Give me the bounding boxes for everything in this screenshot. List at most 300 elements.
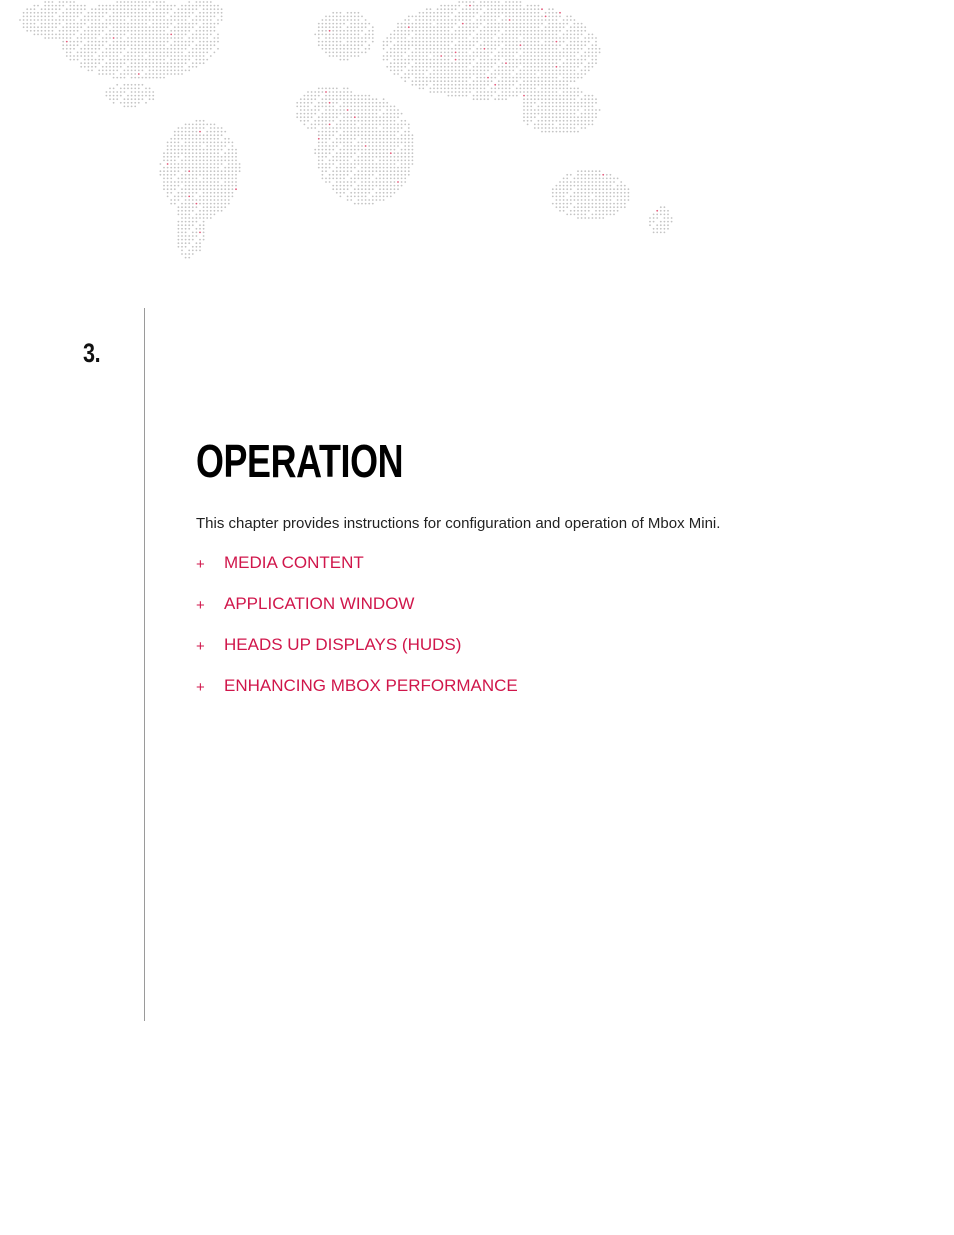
map-dot (203, 192, 205, 194)
map-dot (379, 124, 381, 126)
map-dot (379, 142, 381, 144)
map-dot (527, 124, 529, 126)
map-dot (487, 70, 489, 72)
map-dot (433, 44, 435, 46)
map-dot (386, 41, 388, 43)
map-dot (541, 127, 543, 129)
map-dot (408, 23, 410, 25)
map-dot (516, 16, 518, 18)
map-dot (368, 106, 370, 108)
map-dot (174, 152, 176, 154)
map-dot (527, 48, 529, 50)
map-dot (131, 91, 133, 93)
map-dot (588, 95, 590, 97)
map-dot (210, 170, 212, 172)
map-dot (127, 5, 129, 7)
map-dot (181, 206, 183, 208)
map-dot (138, 26, 140, 28)
map-dot (167, 152, 169, 154)
map-dot (527, 59, 529, 61)
map-dot (199, 48, 201, 50)
map-dot (170, 178, 172, 180)
map-dot (210, 34, 212, 36)
map-dot (52, 30, 54, 32)
map-dot (534, 80, 536, 82)
map-dot (559, 196, 561, 198)
map-dot (163, 59, 165, 61)
map-dot (541, 88, 543, 90)
map-dot (170, 181, 172, 183)
map-dot (412, 145, 414, 147)
map-dot (559, 16, 561, 18)
map-dot (354, 145, 356, 147)
map-dot (196, 127, 198, 129)
map-dot (588, 185, 590, 187)
map-dot (174, 167, 176, 169)
map-dot (595, 203, 597, 205)
map-dot (210, 196, 212, 198)
map-dot (325, 138, 327, 140)
map-dot (397, 145, 399, 147)
map-dot (174, 66, 176, 68)
map-dot (192, 152, 194, 154)
map-dot (401, 66, 403, 68)
map-dot (80, 34, 82, 36)
map-dot (534, 62, 536, 64)
map-dot (656, 224, 658, 226)
map-dot (221, 163, 223, 165)
map-dot (318, 88, 320, 90)
map-dot (214, 134, 216, 136)
map-dot (181, 5, 183, 7)
map-dot (509, 8, 511, 10)
map-dot (347, 113, 349, 115)
map-dot (138, 52, 140, 54)
map-dot (552, 66, 554, 68)
map-dot (98, 26, 100, 28)
map-dot (473, 44, 475, 46)
map-dot (466, 55, 468, 57)
map-dot (379, 145, 381, 147)
map-dot (570, 16, 572, 18)
map-dot (156, 23, 158, 25)
map-dot (610, 185, 612, 187)
map-dot (397, 44, 399, 46)
map-dot (192, 203, 194, 205)
map-dot (206, 199, 208, 201)
map-dot (181, 239, 183, 241)
map-dot (520, 84, 522, 86)
map-dot (224, 138, 226, 140)
map-dot (394, 145, 396, 147)
map-dot (538, 34, 540, 36)
map-dot (509, 1, 511, 3)
map-dot (476, 12, 478, 14)
map-dot (350, 192, 352, 194)
map-dot (566, 70, 568, 72)
map-dot (109, 66, 111, 68)
map-dot (476, 19, 478, 21)
map-dot (368, 160, 370, 162)
map-dot (336, 116, 338, 118)
toc-link-application-window[interactable]: APPLICATION WINDOW (224, 594, 415, 613)
map-dot (534, 26, 536, 28)
map-dot (566, 44, 568, 46)
map-dot (606, 210, 608, 212)
map-dot (570, 91, 572, 93)
map-dot (462, 62, 464, 64)
map-dot (347, 98, 349, 100)
map-dot (361, 160, 363, 162)
map-dot (419, 12, 421, 14)
map-dot (196, 124, 198, 126)
map-dot (210, 19, 212, 21)
map-dot (116, 41, 118, 43)
map-dot (523, 98, 525, 100)
map-dot (419, 80, 421, 82)
map-dot (188, 30, 190, 32)
map-dot (163, 12, 165, 14)
map-dot (127, 30, 129, 32)
map-dot (113, 19, 115, 21)
map-dot (512, 48, 514, 50)
map-dot (365, 124, 367, 126)
map-dot (217, 19, 219, 21)
map-dot (455, 80, 457, 82)
map-dot (120, 34, 122, 36)
map-dot (563, 80, 565, 82)
map-dot (581, 106, 583, 108)
map-dot (649, 224, 651, 226)
map-dot (440, 5, 442, 7)
map-dot (203, 26, 205, 28)
map-dot (322, 44, 324, 46)
map-dot (394, 167, 396, 169)
map-dot (62, 30, 64, 32)
map-dot (347, 131, 349, 133)
map-dot (116, 91, 118, 93)
map-dot (178, 145, 180, 147)
map-dot (358, 170, 360, 172)
map-dot (430, 44, 432, 46)
map-dot (199, 149, 201, 151)
map-dot (548, 88, 550, 90)
map-dot (394, 120, 396, 122)
map-dot (480, 52, 482, 54)
map-dot (505, 77, 507, 79)
map-dot (178, 199, 180, 201)
map-dot (196, 44, 198, 46)
map-dot (203, 178, 205, 180)
map-dot (322, 26, 324, 28)
map-dot (138, 1, 140, 3)
map-dot (178, 167, 180, 169)
map-dot (548, 52, 550, 54)
map-dot (332, 48, 334, 50)
toc-link-enhancing-performance[interactable]: ENHANCING MBOX PERFORMANCE (224, 676, 518, 695)
map-dot (520, 77, 522, 79)
map-dot (228, 163, 230, 165)
map-dot (566, 16, 568, 18)
map-dot (412, 80, 414, 82)
map-dot (487, 30, 489, 32)
map-dot (206, 152, 208, 154)
map-dot (480, 1, 482, 3)
map-dot (70, 52, 72, 54)
map-dot (113, 30, 115, 32)
map-dot (491, 44, 493, 46)
map-dot (170, 8, 172, 10)
map-dot (102, 55, 104, 57)
map-dot (361, 152, 363, 154)
map-dot (394, 113, 396, 115)
map-dot (448, 59, 450, 61)
map-dot (120, 102, 122, 104)
map-dot (516, 77, 518, 79)
map-dot (502, 66, 504, 68)
map-dot (563, 62, 565, 64)
map-dot (534, 34, 536, 36)
map-dot (113, 16, 115, 18)
map-dot (476, 8, 478, 10)
map-dot (390, 55, 392, 57)
map-dot (390, 170, 392, 172)
map-dot (487, 1, 489, 3)
map-dot (368, 113, 370, 115)
map-dot (88, 37, 90, 39)
map-dot (221, 206, 223, 208)
map-dot (314, 34, 316, 36)
map-dot (178, 48, 180, 50)
map-dot (484, 84, 486, 86)
map-dot (473, 95, 475, 97)
map-dot (408, 152, 410, 154)
map-dot (206, 34, 208, 36)
map-dot (498, 5, 500, 7)
map-dot (214, 127, 216, 129)
map-dot (224, 160, 226, 162)
map-dot (595, 102, 597, 104)
map-dot (404, 178, 406, 180)
map-dot (221, 131, 223, 133)
map-dot (563, 84, 565, 86)
map-dot (509, 80, 511, 82)
map-dot (325, 106, 327, 108)
map-dot (304, 116, 306, 118)
map-dot (386, 109, 388, 111)
map-dot (170, 170, 172, 172)
map-dot (336, 113, 338, 115)
map-dot (214, 167, 216, 169)
map-dot (379, 116, 381, 118)
map-dot (566, 48, 568, 50)
map-dot (145, 30, 147, 32)
map-dot (350, 163, 352, 165)
map-dot (509, 41, 511, 43)
map-dot (386, 192, 388, 194)
map-dot (552, 127, 554, 129)
map-dot (124, 70, 126, 72)
map-dot (181, 152, 183, 154)
map-dot (613, 192, 615, 194)
map-dot (566, 30, 568, 32)
map-dot (548, 84, 550, 86)
map-dot (566, 52, 568, 54)
map-dot (192, 138, 194, 140)
map-dot (361, 106, 363, 108)
map-dot (170, 160, 172, 162)
map-dot (466, 1, 468, 3)
map-dot (577, 102, 579, 104)
map-dot (563, 199, 565, 201)
map-dot (556, 206, 558, 208)
map-dot (55, 34, 57, 36)
map-dot (376, 138, 378, 140)
map-dot (106, 12, 108, 14)
map-dot (548, 55, 550, 57)
map-dot (577, 181, 579, 183)
map-dot (361, 178, 363, 180)
map-dot (181, 253, 183, 255)
map-dot (340, 37, 342, 39)
map-dot (509, 66, 511, 68)
toc-link-media-content[interactable]: MEDIA CONTENT (224, 553, 364, 572)
map-dot (422, 30, 424, 32)
map-dot (476, 77, 478, 79)
map-dot (523, 66, 525, 68)
map-dot (473, 16, 475, 18)
map-dot (415, 80, 417, 82)
map-dot (127, 52, 129, 54)
map-dot (98, 55, 100, 57)
map-dot (455, 34, 457, 36)
map-dot (538, 8, 540, 10)
map-dot (548, 95, 550, 97)
map-dot (530, 73, 532, 75)
map-dot (530, 102, 532, 104)
map-dot (448, 70, 450, 72)
map-dot (437, 8, 439, 10)
map-dot (124, 34, 126, 36)
map-dot (196, 138, 198, 140)
map-dot (415, 77, 417, 79)
map-dot (361, 145, 363, 147)
map-dot (192, 145, 194, 147)
map-dot (196, 34, 198, 36)
map-dot (354, 192, 356, 194)
map-dot (210, 138, 212, 140)
map-dot (66, 55, 68, 57)
map-dot (527, 77, 529, 79)
map-dot (170, 62, 172, 64)
map-dot (556, 37, 558, 39)
map-dot (444, 88, 446, 90)
map-dot (178, 34, 180, 36)
map-dot (397, 109, 399, 111)
map-dot (574, 30, 576, 32)
map-dot (152, 37, 154, 39)
map-dot (214, 174, 216, 176)
map-dot (581, 196, 583, 198)
map-dot (354, 152, 356, 154)
map-dot (368, 124, 370, 126)
map-dot (599, 109, 601, 111)
map-dot (167, 70, 169, 72)
map-dot (491, 1, 493, 3)
map-dot (541, 48, 543, 50)
map-dot (584, 127, 586, 129)
map-dot (437, 62, 439, 64)
map-dot (545, 84, 547, 86)
map-dot (541, 44, 543, 46)
map-dot (458, 1, 460, 3)
map-dot (408, 48, 410, 50)
map-dot (358, 34, 360, 36)
map-dot (192, 185, 194, 187)
map-dot (131, 62, 133, 64)
map-dot (59, 30, 61, 32)
map-dot (419, 59, 421, 61)
map-dot (185, 246, 187, 248)
map-dot (142, 34, 144, 36)
map-dot (484, 26, 486, 28)
map-dot (174, 62, 176, 64)
map-dot (142, 77, 144, 79)
map-dot (541, 16, 543, 18)
map-dot (113, 52, 115, 54)
map-dot (390, 145, 392, 147)
map-dot (448, 41, 450, 43)
map-dot (498, 37, 500, 39)
map-dot (376, 199, 378, 201)
map-dot (102, 23, 104, 25)
map-dot (163, 16, 165, 18)
map-dot (196, 170, 198, 172)
map-dot (484, 80, 486, 82)
map-dot (440, 52, 442, 54)
map-dot (509, 59, 511, 61)
map-dot (206, 134, 208, 136)
map-dot (145, 52, 147, 54)
map-dot (124, 26, 126, 28)
map-dot (491, 73, 493, 75)
map-dot (188, 66, 190, 68)
map-dot (376, 109, 378, 111)
map-dot (376, 178, 378, 180)
map-dot (44, 26, 46, 28)
map-dot (509, 95, 511, 97)
map-dot (199, 26, 201, 28)
map-dot (192, 246, 194, 248)
toc-link-heads-up-displays[interactable]: HEADS UP DISPLAYS (HUDS) (224, 635, 462, 654)
map-dot (376, 106, 378, 108)
map-dot (325, 44, 327, 46)
map-dot (91, 26, 93, 28)
map-dot (196, 8, 198, 10)
map-dot (361, 149, 363, 151)
map-dot (210, 156, 212, 158)
map-dot (304, 113, 306, 115)
map-dot (206, 163, 208, 165)
map-dot (95, 44, 97, 46)
map-dot (444, 62, 446, 64)
map-dot (192, 181, 194, 183)
map-dot (314, 106, 316, 108)
map-dot (581, 98, 583, 100)
map-dot (548, 113, 550, 115)
chapter-number: 3. (83, 338, 101, 368)
map-dot (127, 98, 129, 100)
